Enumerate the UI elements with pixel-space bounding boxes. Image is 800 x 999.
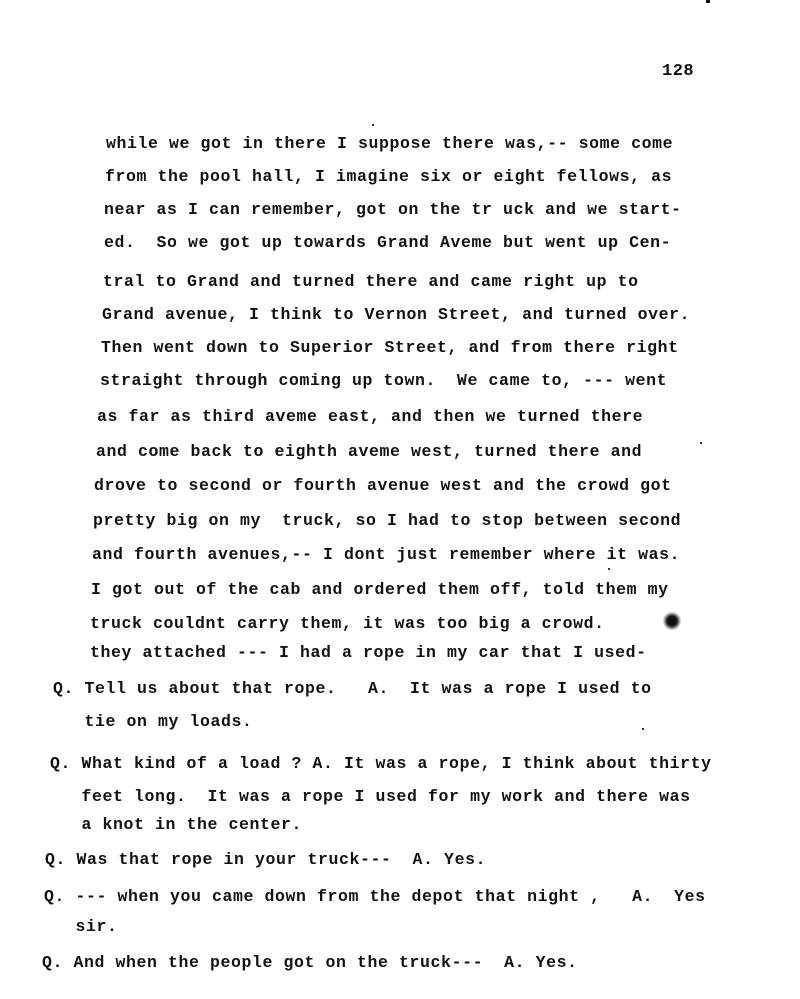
text-line: while we got in there I suppose there was,-- some come <box>106 134 674 153</box>
text-line: pretty big on my truck, so I had to stop between second <box>93 511 682 530</box>
qa-line: Q. What kind of a load ? A. It was a rope, I think about thirty <box>50 754 712 773</box>
text-line: and come back to eighth aveme west, turned there and <box>96 442 643 461</box>
qa-line: Q. Was that rope in your truck--- A. Yes. <box>45 850 487 869</box>
speck <box>608 568 610 570</box>
text-line: straight through coming up town. We came to, --- went <box>100 371 668 390</box>
text-line: as far as third aveme east, and then we turned there <box>97 407 644 426</box>
speck <box>372 124 374 126</box>
qa-line: tie on my loads. <box>53 712 253 731</box>
text-line: they attached --- I had a rope in my car that I used- <box>90 643 647 662</box>
qa-line: a knot in the center. <box>50 815 303 834</box>
text-line: tral to Grand and turned there and came right up to <box>103 272 639 291</box>
qa-line: feet long. It was a rope I used for my work and there was <box>50 787 691 806</box>
text-line: near as I can remember, got on the tr uck and we start- <box>104 200 682 219</box>
speck <box>700 442 702 444</box>
page-number: 128 <box>662 62 695 81</box>
text-line: from the pool hall, I imagine six or eight fellows, as <box>105 167 673 186</box>
qa-line: Q. --- when you came down from the depot that night , A. Yes <box>44 887 706 906</box>
text-line: Then went down to Superior Street, and from there right <box>101 338 679 357</box>
text-line: ed. So we got up towards Grand Aveme but went up Cen- <box>104 233 672 252</box>
text-line: truck couldnt carry them, it was too big a crowd. <box>90 614 605 633</box>
qa-line: Q. Tell us about that rope. A. It was a rope I used to <box>53 679 652 698</box>
text-line: I got out of the cab and ordered them off, told them my <box>91 580 669 599</box>
speck <box>642 728 644 730</box>
ink-blot <box>662 612 682 630</box>
text-line: drove to second or fourth avenue west and the crowd got <box>94 476 672 495</box>
text-line: Grand avenue, I think to Vernon Street, and turned over. <box>102 305 691 324</box>
qa-line: Q. And when the people got on the truck--- A. Yes. <box>42 953 578 972</box>
corner-mark <box>706 0 710 3</box>
text-line: and fourth avenues,-- I dont just remember where it was. <box>92 545 681 564</box>
qa-line: sir. <box>44 917 118 936</box>
